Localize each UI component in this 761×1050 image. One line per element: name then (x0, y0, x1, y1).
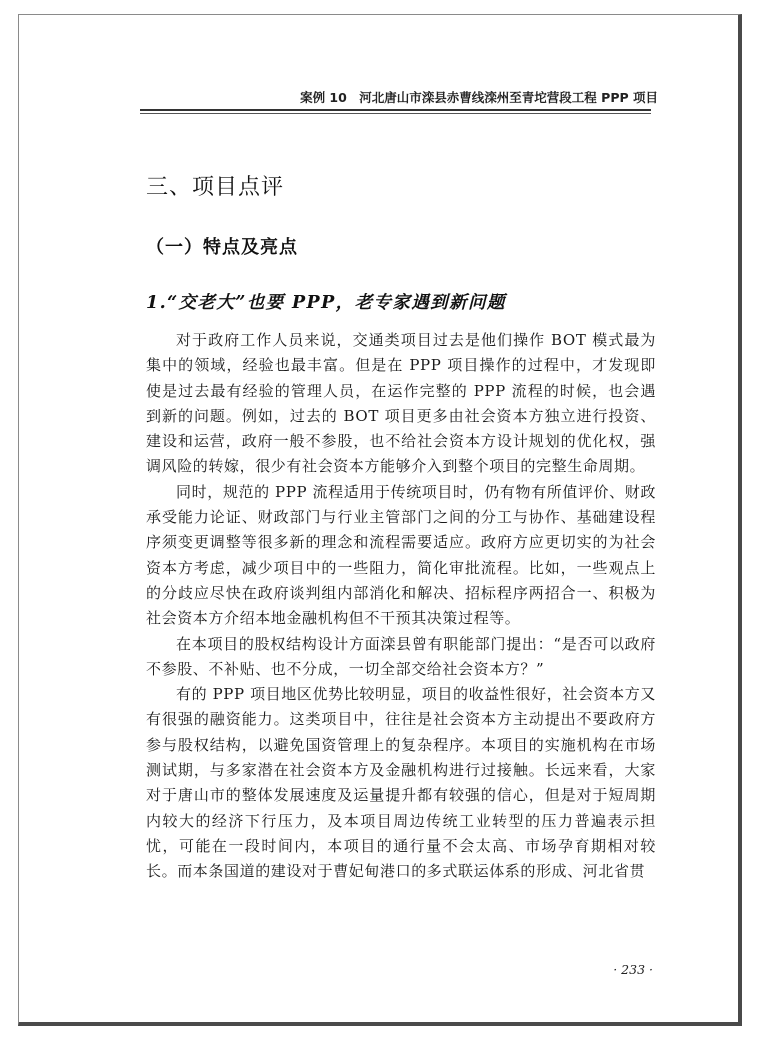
paragraph: 同时，规范的 PPP 流程适用于传统项目时，仍有物有所值评价、财政承受能力论证、财政部门与行业主管部门之间的分工与协作、基础建设程序须变更调整等很多新的理念和流程需要适应。政府方应更切实的为社会资本方考虑，减少项目中的一些阻力，简化审批流程。比如，一些观点上的分歧应尽快在政府谈判组内部消化和解决、招标程序两招合一、积极为社会资本方介绍本地金融机构但不干预其决策过程等。 (146, 482, 656, 628)
paragraph: 在本项目的股权结构设计方面滦县曾有职能部门提出：“是否可以政府不参股、不补贴、也不分成，一切全部交给社会资本方？” (146, 634, 656, 678)
paragraph: 有的 PPP 项目地区优势比较明显，项目的收益性很好，社会资本方又有很强的融资能力。这类项目中，往往是社会资本方主动提出不要政府方参与股权结构，以避免国资管理上的复杂程序。本项目的实施机构在市场测试期，与多家潜在社会资本方及金融机构进行过接触。长远来看，大家对于唐山市的整体发展速度及运量提升都有较强的信心，但是对于短周期内较大的经济下行压力，及本项目周边传统工业转型的压力普遍表示担忧，可能在一段时间内，本项目的通行量不会太高、市场孕育期相对较长。而本条国道的建设对于曹妃甸港口的多式联运体系的形成、河北省贯 (146, 685, 656, 881)
paragraph: 对于政府工作人员来说，交通类项目过去是他们操作 BOT 模式最为集中的领域，经验也最丰富。但是在 PPP 项目操作的过程中，才发现即使是过去最有经验的管理人员，在运作完整的 PPP 流程的时候，也会遇到新的问题。例如，过去的 BOT 项目更多由社会资本方独立进行投资、建设和运营，政府一般不参股，也不给社会资本方设计规划的优化权，强调风险的转嫁，很少有社会资本方能够介入到整个项目的完整生命周期。 (146, 331, 656, 476)
page-number: · 233 · (613, 962, 653, 977)
section-title: 三、项目点评 (146, 175, 285, 200)
header-rule-thin (140, 113, 651, 114)
header-rule (140, 109, 651, 111)
subsection-title: （一）特点及亮点 (146, 237, 298, 258)
running-head: 案例 10 河北唐山市滦县赤曹线滦州至青坨营段工程 PPP 项目 (300, 90, 658, 105)
item-title: 1.“交老大”也要 PPP，老专家遇到新问题 (146, 293, 506, 313)
body-text (146, 328, 656, 885)
